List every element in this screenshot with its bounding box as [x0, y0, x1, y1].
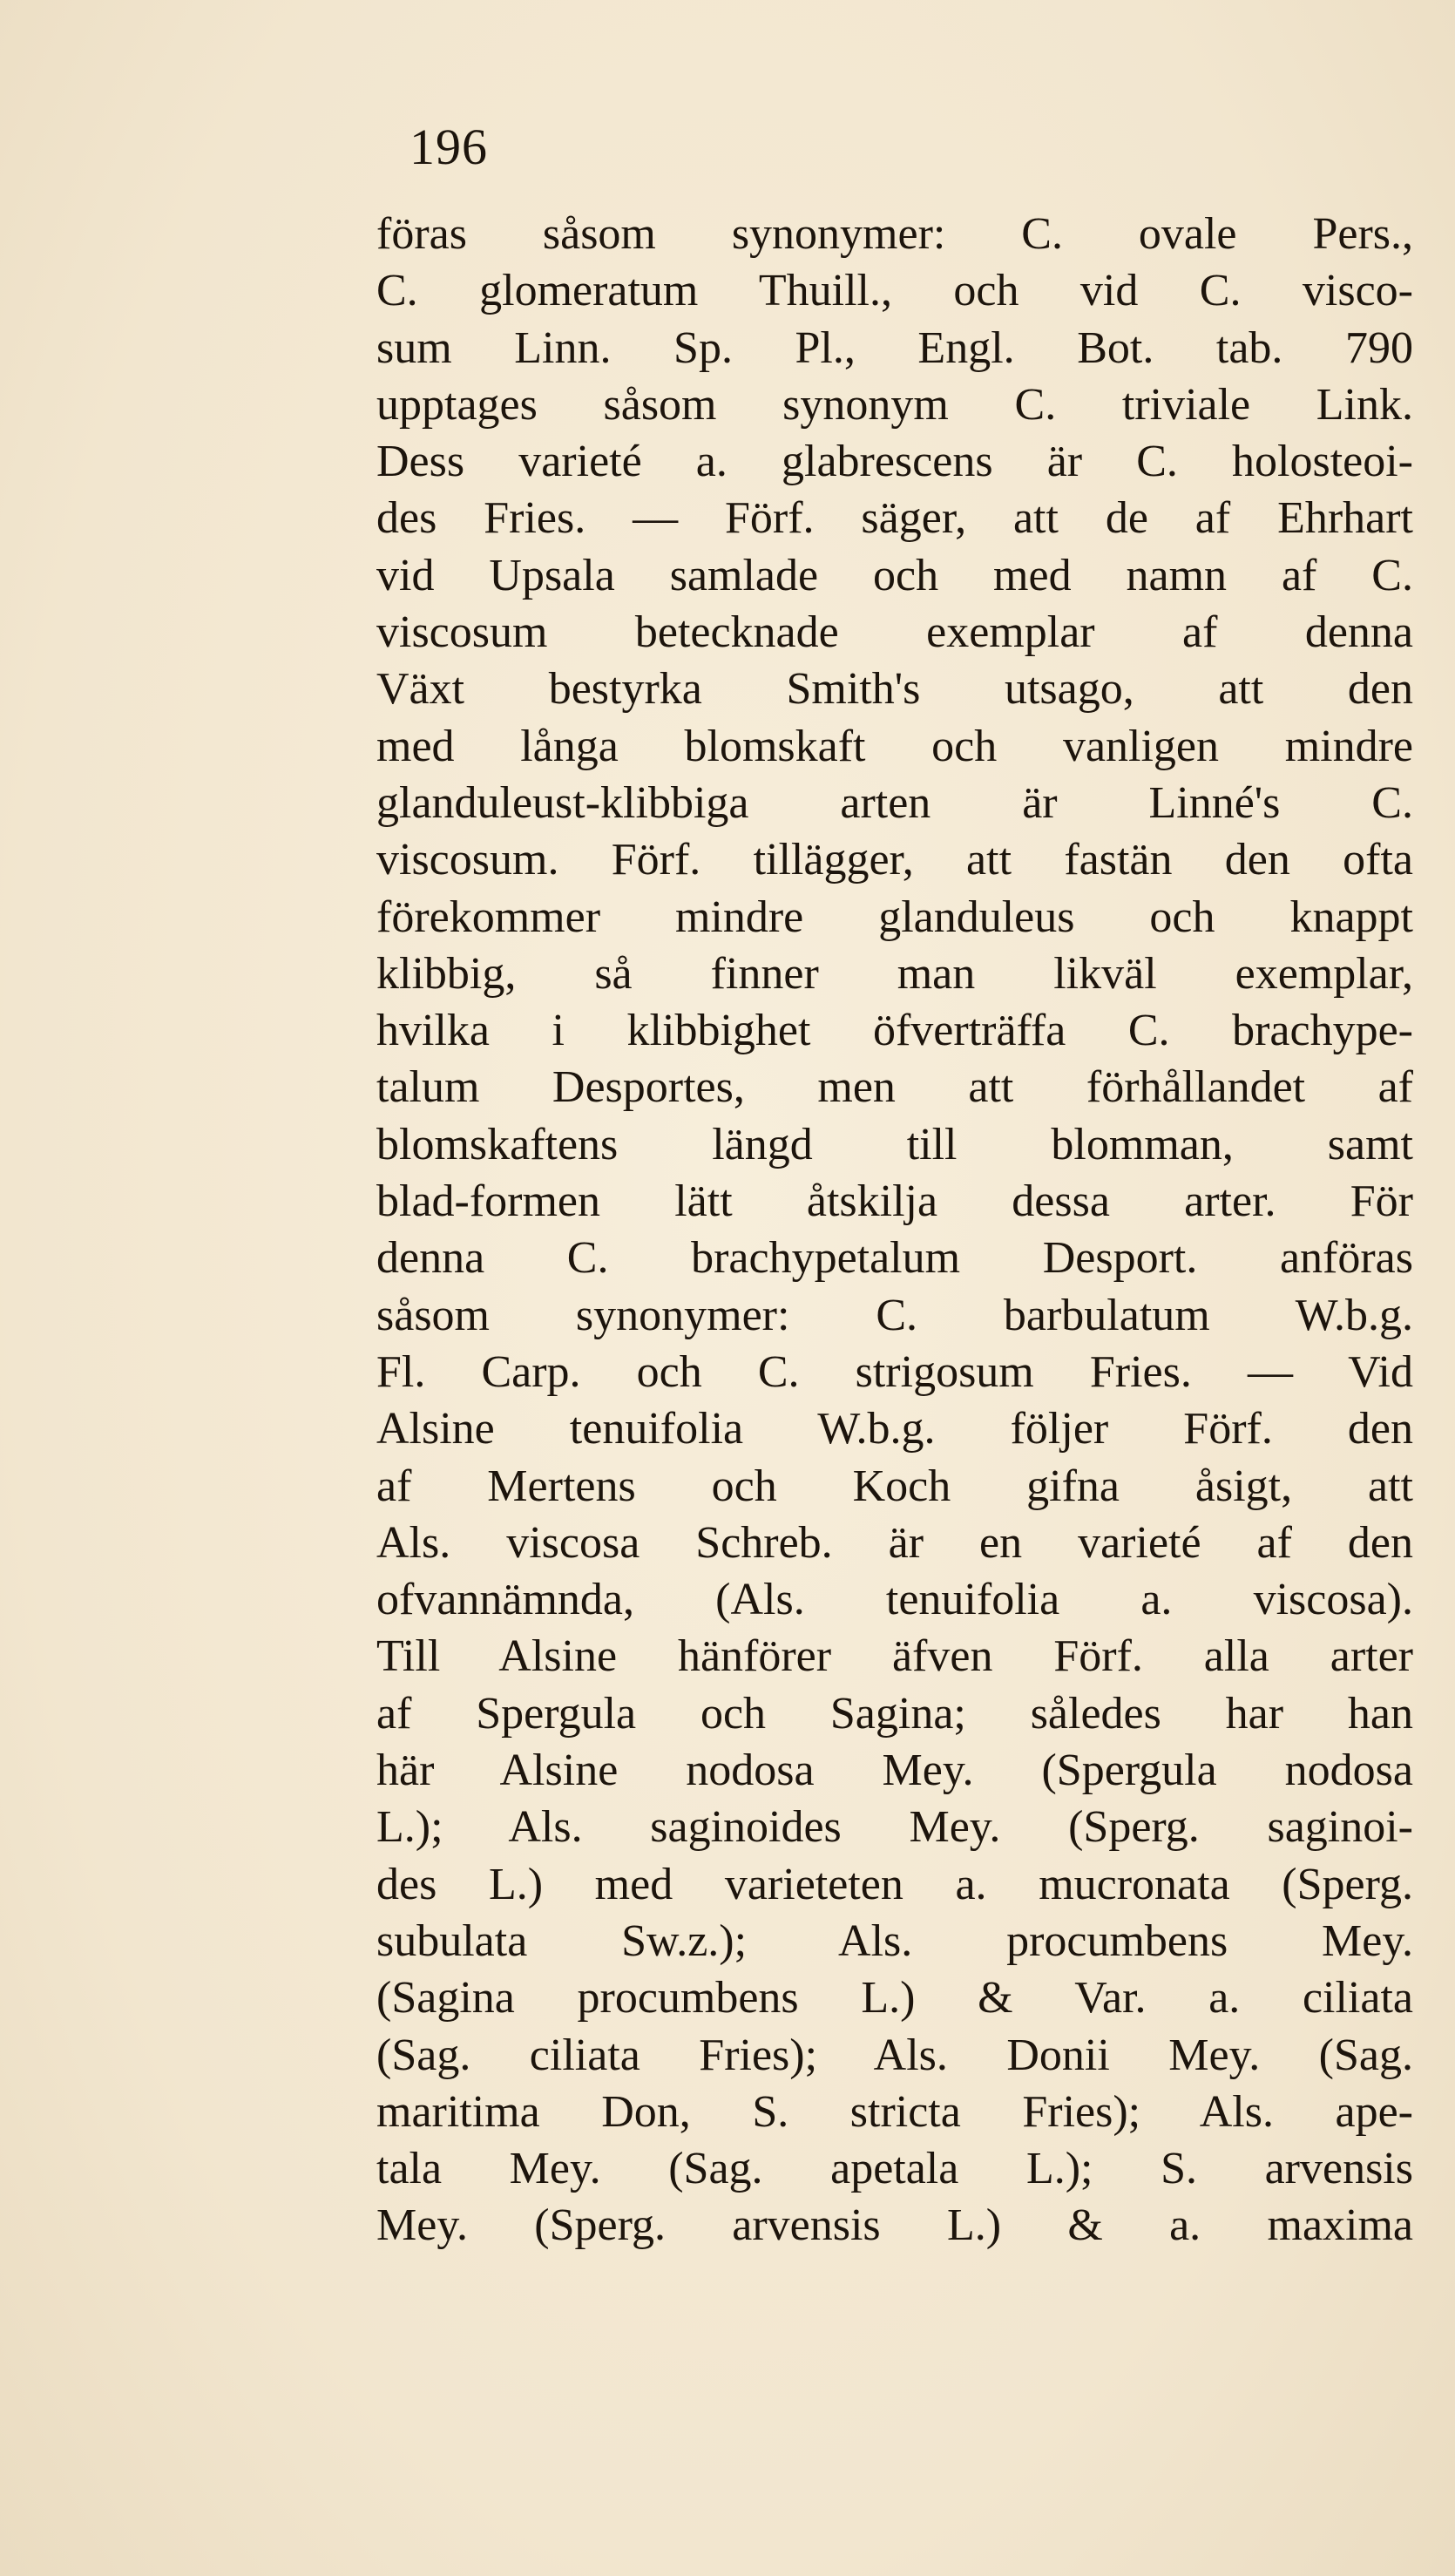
text-line: denna C. brachypetalum Desport. anföras	[376, 1233, 1413, 1284]
text-line: viscosum betecknade exemplar af denna	[376, 607, 1413, 658]
text-line: blomskaftens längd till blomman, samt	[376, 1119, 1413, 1169]
text-line: klibbig, så finner man likväl exemplar,	[376, 948, 1413, 999]
text-line: med långa blomskaft och vanligen mindre	[376, 721, 1413, 771]
text-line: förekommer mindre glanduleus och knappt	[376, 891, 1413, 942]
text-line: Alsine tenuifolia W.b.g. följer Förf. den	[376, 1404, 1413, 1454]
text-line: des L.) med varieteten a. mucronata (Sperg.	[376, 1859, 1413, 1909]
text-line: (Sagina procumbens L.) & Var. a. ciliata	[376, 1973, 1413, 2024]
text-line: Fl. Carp. och C. strigosum Fries. — Vid	[376, 1346, 1413, 1397]
text-line: L.); Als. saginoides Mey. (Sperg. saginoi-	[376, 1802, 1413, 1853]
text-line: C. glomeratum Thuill., och vid C. visco-	[376, 266, 1413, 316]
text-line: Dess varieté a. glabrescens är C. holosteoi-	[376, 437, 1413, 487]
text-line: maritima Don, S. stricta Fries); Als. ape-	[376, 2086, 1413, 2137]
text-line: glanduleust-klibbiga arten är Linné's C.	[376, 777, 1413, 828]
text-line: här Alsine nodosa Mey. (Spergula nodosa	[376, 1746, 1413, 1796]
text-line: föras såsom synonymer: C. ovale Pers.,	[376, 209, 1413, 259]
text-line: vid Upsala samlade och med namn af C.	[376, 550, 1413, 600]
text-line: des Fries. — Förf. säger, att de af Ehrhart	[376, 493, 1413, 544]
text-line: hvilka i klibbighet öfverträffa C. brachype-	[376, 1006, 1413, 1056]
page-number: 196	[409, 119, 488, 175]
text-line: subulata Sw.z.); Als. procumbens Mey.	[376, 1915, 1413, 1966]
text-line: (Sag. ciliata Fries); Als. Donii Mey. (Sag.	[376, 2030, 1413, 2080]
text-line: Växt bestyrka Smith's utsago, att den	[376, 664, 1413, 715]
text-line: Till Alsine hänförer äfven Förf. alla arter	[376, 1631, 1413, 1682]
text-line: blad-formen lätt åtskilja dessa arter. För	[376, 1176, 1413, 1227]
text-line: Mey. (Sperg. arvensis L.) & a. maxima	[376, 2200, 1413, 2251]
text-line: talum Desportes, men att förhållandet af	[376, 1062, 1413, 1113]
text-line: viscosum. Förf. tillägger, att fastän den ofta	[376, 835, 1413, 885]
text-line: ofvannämnda, (Als. tenuifolia a. viscosa).	[376, 1575, 1413, 1625]
text-line: såsom synonymer: C. barbulatum W.b.g.	[376, 1290, 1413, 1340]
text-line: Als. viscosa Schreb. är en varieté af den	[376, 1517, 1413, 1568]
text-line: sum Linn. Sp. Pl., Engl. Bot. tab. 790	[376, 322, 1413, 373]
body-text	[376, 206, 1413, 2254]
text-line: upptages såsom synonym C. triviale Link.	[376, 379, 1413, 430]
text-line: af Spergula och Sagina; således har han	[376, 1688, 1413, 1739]
text-line: af Mertens och Koch gifna åsigt, att	[376, 1461, 1413, 1511]
text-line: tala Mey. (Sag. apetala L.); S. arvensis	[376, 2144, 1413, 2194]
